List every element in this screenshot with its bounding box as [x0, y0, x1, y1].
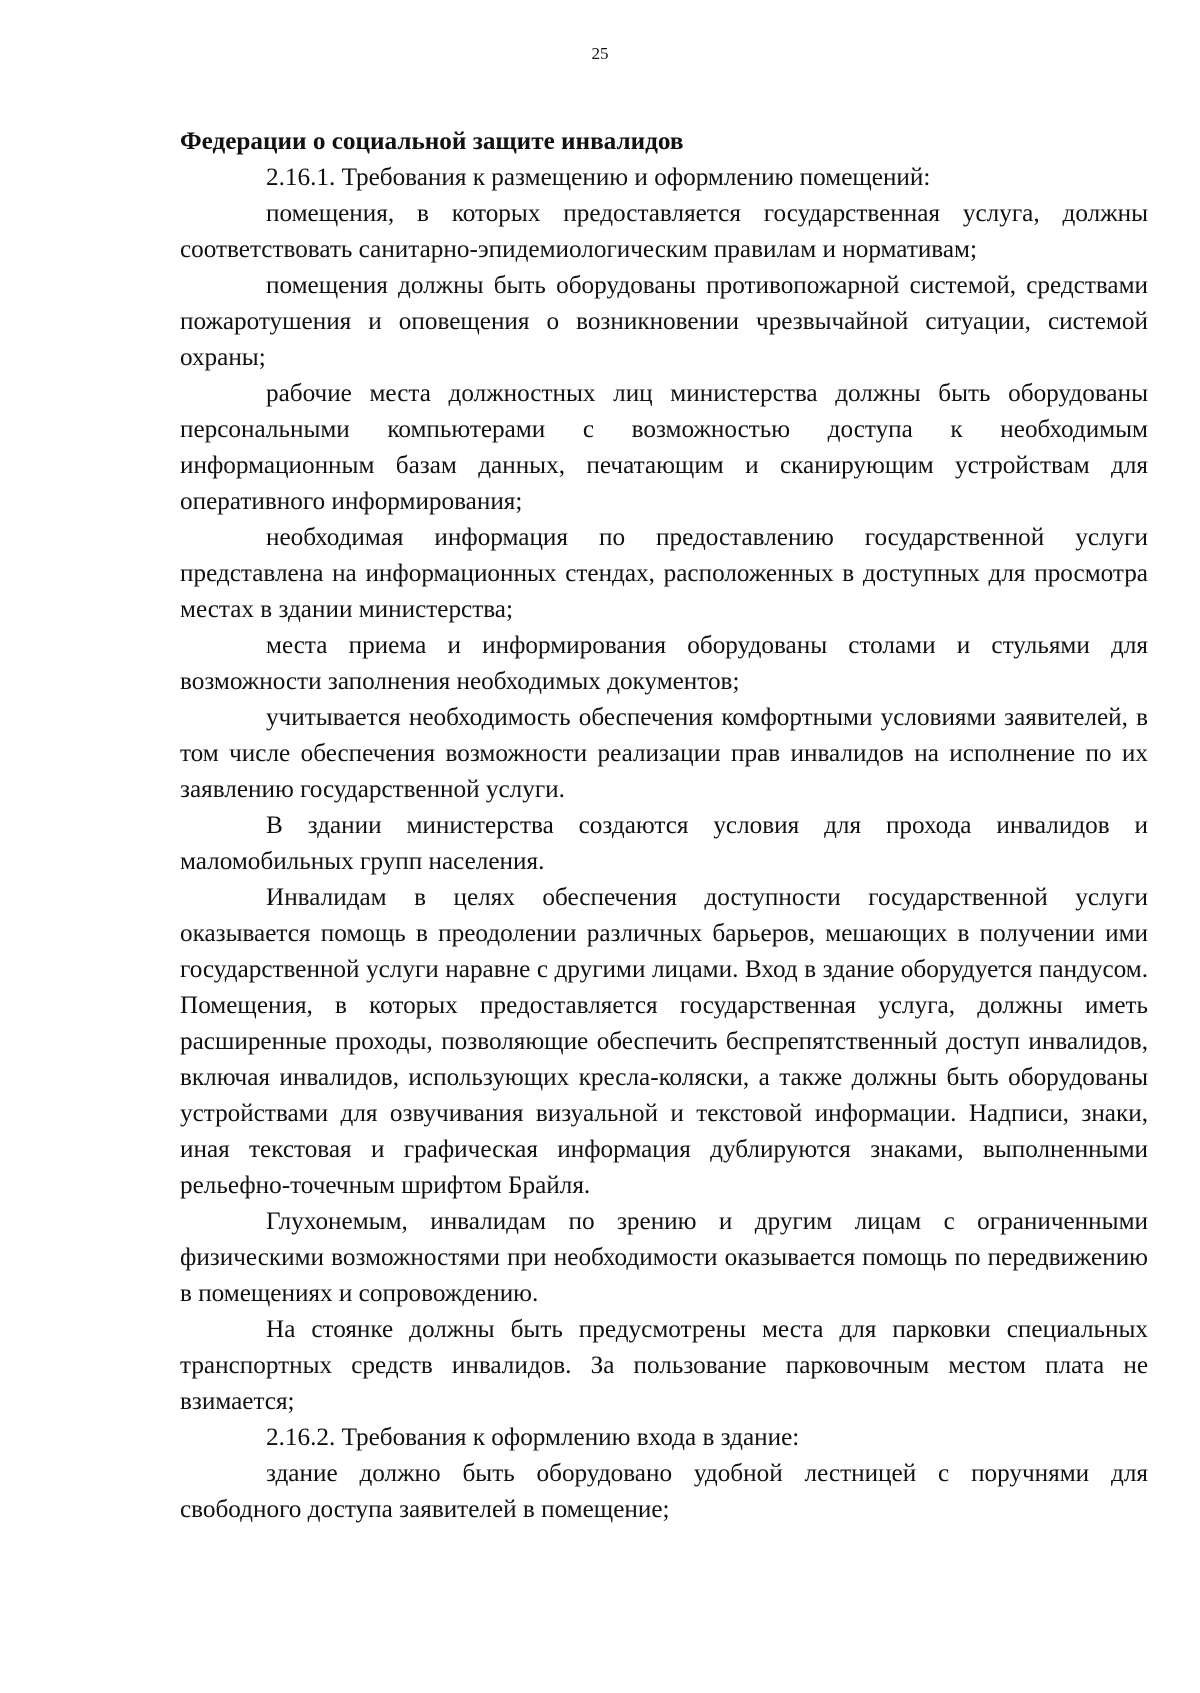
paragraph-2-16-2-title: 2.16.2. Требования к оформлению входа в здание:	[266, 1424, 800, 1451]
paragraph-fire-safety: помещения должны быть оборудованы противопожарной системой, средствами пожаротушения и оповещения о возникновении чрезвычайной ситуации, системой охраны;	[180, 272, 1148, 371]
paragraph-parking: На стоянке должны быть предусмотрены места для парковки специальных транспортных средств инвалидов. За пользование парковочным местом плата не взимается;	[180, 1316, 1148, 1415]
page-number: 25	[591, 44, 609, 63]
paragraph-reception-places: места приема и информирования оборудованы столами и стульями для возможности заполнения необходимых документов;	[180, 632, 1148, 695]
document-body	[180, 124, 1148, 1528]
paragraph-disabled-passage: В здании министерства создаются условия для прохода инвалидов и маломобильных групп населения.	[180, 812, 1148, 875]
paragraph-accessibility-assistance: Инвалидам в целях обеспечения доступности государственной услуги оказывается помощь в преодолении различных барьеров, мешающих в получении ими государственной услуги наравне с другими лицами. Вход в здание оборудуется пандусом. Помещения, в которых предоставляется государственная услуга, должны иметь расширенные проходы, позволяющие обеспечить беспрепятственный доступ инвалидов, включая инвалидов, использующих кресла-коляски, а также должны быть оборудованы устройствами для озвучивания визуальной и текстовой информации. Надписи, знаки, иная текстовая и графическая информация дублируются знаками, выполненными рельефно-точечным шрифтом Брайля.	[180, 884, 1148, 1199]
paragraph-comfort-conditions: учитывается необходимость обеспечения комфортными условиями заявителей, в том числе обеспечения возможности реализации прав инвалидов на исполнение по их заявлению государственной услуги.	[180, 704, 1148, 803]
paragraph-2-16-1-title: 2.16.1. Требования к размещению и оформлению помещений:	[266, 164, 931, 191]
section-heading: Федерации о социальной защите инвалидов	[180, 128, 684, 155]
paragraph-info-stands: необходимая информация по предоставлению государственной услуги представлена на информационных стендах, расположенных в доступных для просмотра местах в здании министерства;	[180, 524, 1148, 623]
paragraph-escort-assistance: Глухонемым, инвалидам по зрению и другим лицам с ограниченными физическими возможностями при необходимости оказывается помощь по передвижению в помещениях и сопровождению.	[180, 1208, 1148, 1307]
paragraph-stairs: здание должно быть оборудовано удобной лестницей с поручнями для свободного доступа заявителей в помещение;	[180, 1460, 1148, 1523]
paragraph-workstations: рабочие места должностных лиц министерства должны быть оборудованы персональными компьютерами с возможностью доступа к необходимым информационным базам данных, печатающим и сканирующим устройствам для оперативного информирования;	[180, 380, 1148, 515]
paragraph-sanitary-rules: помещения, в которых предоставляется государственная услуга, должны соответствовать санитарно-эпидемиологическим правилам и нормативам;	[180, 200, 1148, 263]
